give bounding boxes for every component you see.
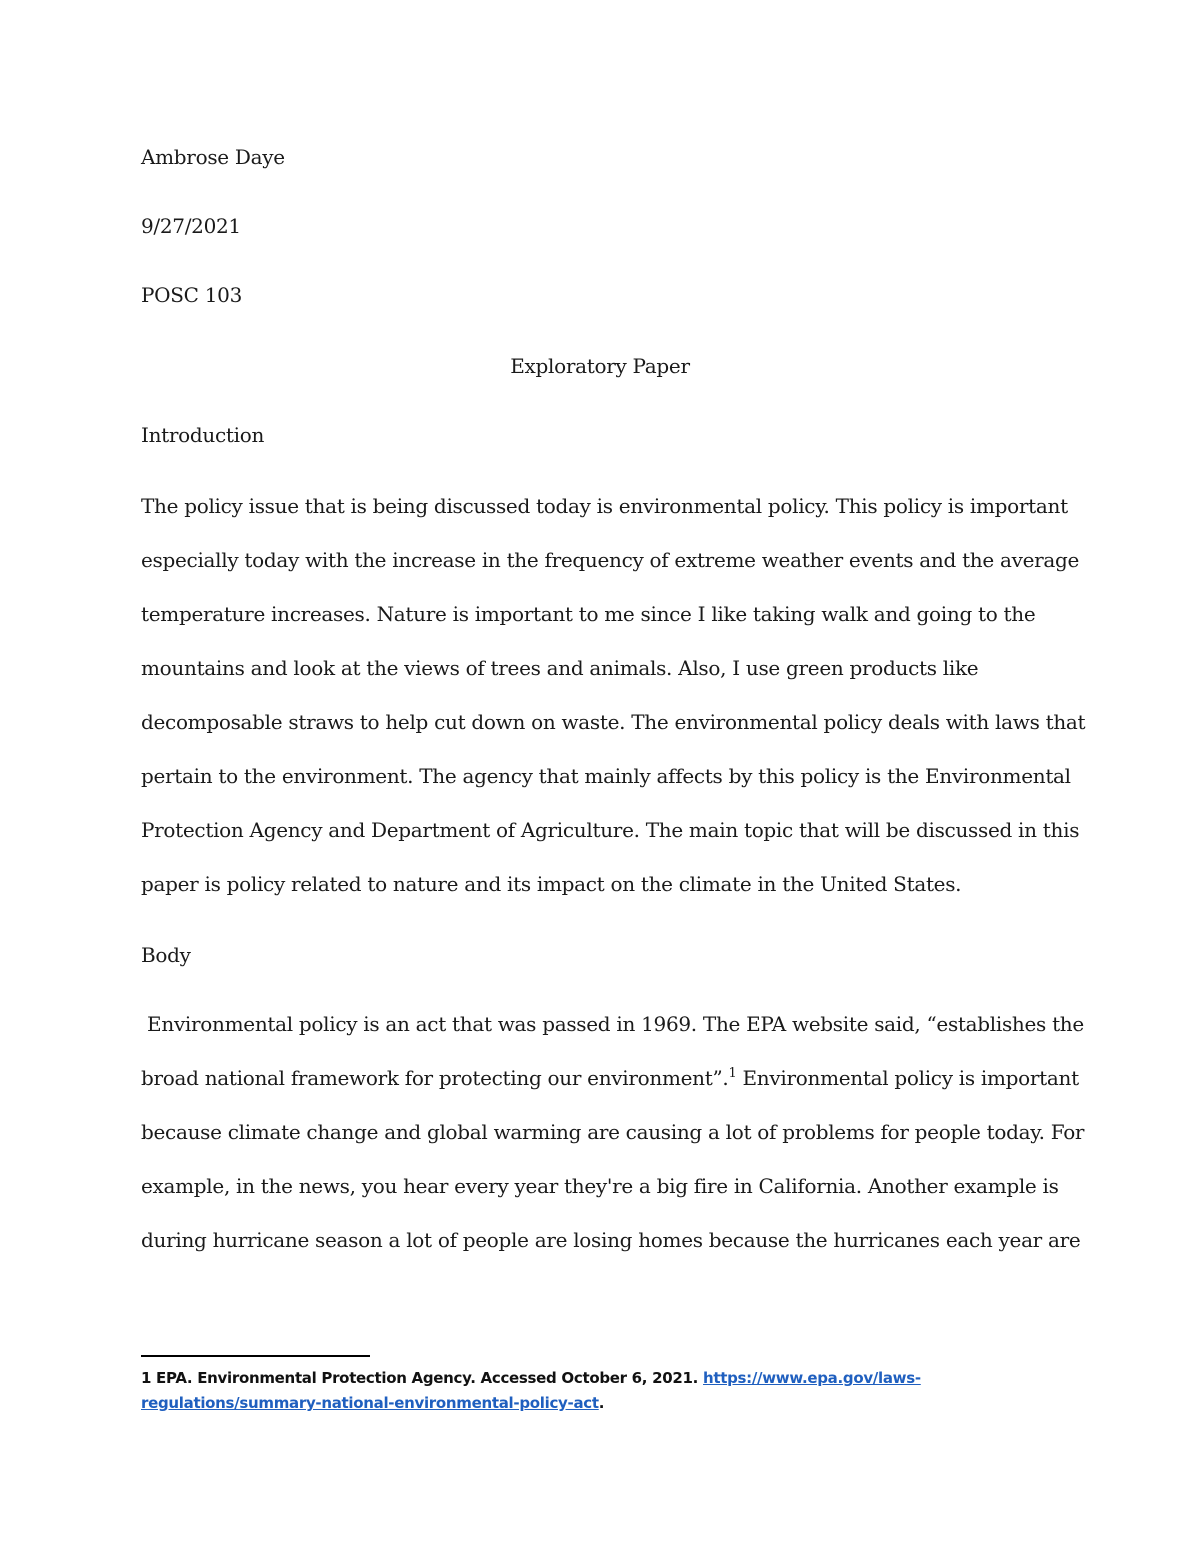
intro-line: mountains and look at the views of trees and animals. Also, I use green products like	[141, 656, 979, 680]
date: 9/27/2021	[141, 214, 241, 238]
body-line: because climate change and global warming are causing a lot of problems for people today. For	[141, 1120, 1085, 1144]
body-line: during hurricane season a lot of people are losing homes because the hurricanes each year are	[141, 1228, 1081, 1252]
footnote-link[interactable]: https://www.epa.gov/laws-	[703, 1369, 921, 1387]
footnote-reference[interactable]: 1	[728, 1066, 737, 1081]
course-code: POSC 103	[141, 283, 242, 307]
footnote-separator	[141, 1355, 370, 1357]
intro-line: especially today with the increase in the frequency of extreme weather events and the average	[141, 548, 1080, 572]
footnote-trailing: .	[598, 1394, 605, 1412]
section-heading-introduction: Introduction	[141, 423, 265, 447]
intro-line: pertain to the environment. The agency that mainly affects by this policy is the Environmental	[141, 764, 1071, 788]
body-line-with-footnote	[141, 1066, 1079, 1090]
intro-line: temperature increases. Nature is important to me since I like taking walk and going to the	[141, 602, 1036, 626]
footnote-line-2	[141, 1391, 604, 1415]
body-line-text: broad national framework for protecting our environment”.	[141, 1066, 729, 1090]
body-line: Environmental policy is an act that was passed in 1969. The EPA website said, “establishes the	[141, 1012, 1084, 1036]
footnote-line-1	[141, 1366, 921, 1390]
intro-line: decomposable straws to help cut down on waste. The environmental policy deals with laws that	[141, 710, 1086, 734]
intro-line: Protection Agency and Department of Agriculture. The main topic that will be discussed in this	[141, 818, 1080, 842]
intro-line: The policy issue that is being discussed today is environmental policy. This policy is important	[141, 494, 1068, 518]
body-line-text: Environmental policy is important	[736, 1066, 1079, 1090]
author-name: Ambrose Daye	[141, 145, 285, 169]
footnote-link-continued[interactable]: regulations/summary-national-environmental-policy-act	[141, 1394, 599, 1412]
section-heading-body: Body	[141, 943, 191, 967]
body-line: example, in the news, you hear every year they're a big fire in California. Another example is	[141, 1174, 1059, 1198]
intro-line: paper is policy related to nature and its impact on the climate in the United States.	[141, 872, 962, 896]
paper-title: Exploratory Paper	[510, 354, 690, 378]
footnote-text: 1 EPA. Environmental Protection Agency. Accessed October 6, 2021.	[141, 1369, 703, 1387]
